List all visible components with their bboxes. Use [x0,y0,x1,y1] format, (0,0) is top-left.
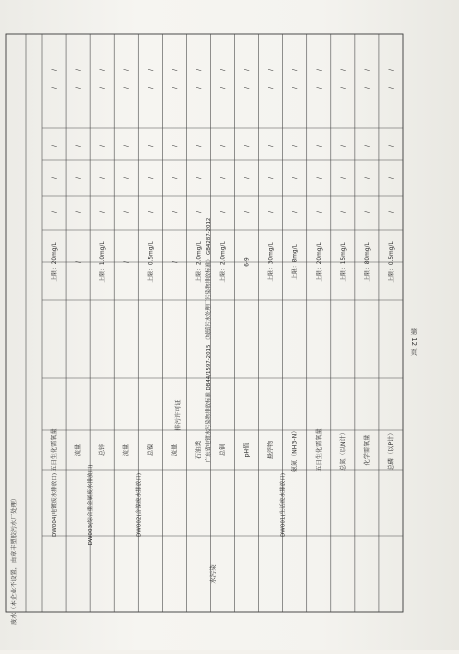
pollutant-name: 总镍 [147,443,155,457]
outlet-label: DW002(含镍废水排放口) [136,472,143,538]
cell-slash: / [291,68,299,72]
outlet-label: DW003(综合重金属废水排放口) [88,464,95,546]
cell-slash: / [363,210,371,214]
cell-slash: / [195,86,203,90]
limit-value: 上限：2.0mg/L [220,241,227,283]
cell-slash: / [219,210,227,214]
cell-slash: / [99,210,107,214]
cell-slash: / [99,86,107,90]
cell-slash: / [339,176,347,180]
cell-slash: / [75,86,83,90]
pollutant-name: 五日生化需氧量 [315,428,323,472]
cell-slash: / [195,144,203,148]
cell-slash: / [171,176,179,180]
limit-value: 上限：8mg/L [292,244,299,280]
limit-value: / [76,261,83,263]
cell-slash: / [99,144,107,148]
limit-value: 上限：80mg/L [364,242,371,282]
cell-slash: / [363,176,371,180]
limit-value: 上限：2.0mg/L [196,241,203,283]
permit-note: 排污许可证 [175,399,182,431]
cell-slash: / [315,86,323,90]
cell-slash: / [387,68,395,72]
cell-slash: / [363,86,371,90]
cell-slash: / [339,210,347,214]
outlet-label: DW004(电镀废水排放口) [52,472,59,538]
cell-slash: / [243,86,251,90]
cell-slash: / [339,86,347,90]
cell-slash: / [75,210,83,214]
limit-value: / [124,261,131,263]
cell-slash: / [267,68,275,72]
limit-value: 上限：1.0mg/L [100,241,107,283]
cell-slash: / [387,210,395,214]
cell-slash: / [243,144,251,148]
pollutant-name: 流量 [75,443,83,457]
cell-slash: / [243,210,251,214]
pollutant-name: 化学需氧量 [363,434,371,466]
cell-slash: / [267,176,275,180]
cell-slash: / [51,68,59,72]
cell-slash: / [123,210,131,214]
pollutant-name: 总铜 [219,443,227,457]
limit-value: 上限：15mg/L [340,242,347,282]
page-number: 第 12 页 [410,328,418,356]
cell-slash: / [267,210,275,214]
cell-slash: / [195,176,203,180]
pollutant-name: 五日生化需氧量 [51,428,59,472]
pollutant-name: 总氮（以N计） [339,429,347,471]
cell-slash: / [123,176,131,180]
cell-slash: / [147,86,155,90]
cell-slash: / [51,210,59,214]
limit-value: 上限：0.5mg/L [388,241,395,283]
cell-slash: / [51,176,59,180]
cell-slash: / [75,176,83,180]
cell-slash: / [339,144,347,148]
outlet-label: DW001(生活废水排放口) [280,472,287,538]
pollutant-name: 流量 [171,443,179,457]
cell-slash: / [363,144,371,148]
cell-slash: / [219,86,227,90]
limit-value: 上限：20mg/L [52,242,59,282]
cell-slash: / [387,86,395,90]
cell-slash: / [123,68,131,72]
cell-slash: / [291,86,299,90]
cell-slash: / [147,68,155,72]
pollutant-name: 氨氮（NH3-N） [291,427,299,473]
cell-slash: / [171,210,179,214]
cell-slash: / [387,144,395,148]
limit-value: 上限：0.5mg/L [148,241,155,283]
cell-slash: / [171,68,179,72]
limit-value: 上限：20mg/L [316,242,323,282]
cell-slash: / [171,86,179,90]
cell-slash: / [315,144,323,148]
pollutant-name: 石油类 [195,440,203,460]
left-vertical-label: 废水（本企业不设置，由章丰塑胶污水厂处理） [11,495,18,625]
cell-slash: / [75,144,83,148]
cell-slash: / [243,68,251,72]
cell-slash: / [219,68,227,72]
cell-slash: / [315,210,323,214]
cell-slash: / [75,68,83,72]
cell-slash: / [51,144,59,148]
limit-value: / [172,261,179,263]
standard-text: 广东省电镀水污染物排放标准 DB44/1597-2015 《城镇污水处理厂污染物排放标准》 GB4287-2012 [206,217,212,463]
cell-slash: / [171,144,179,148]
table-border [6,34,403,612]
cell-slash: / [195,68,203,72]
cell-slash: / [243,176,251,180]
cell-slash: / [123,144,131,148]
cell-slash: / [219,176,227,180]
cell-slash: / [315,176,323,180]
cell-slash: / [339,68,347,72]
cell-slash: / [123,86,131,90]
cell-slash: / [291,144,299,148]
cell-slash: / [291,176,299,180]
cell-slash: / [291,210,299,214]
limit-value: 上限：30mg/L [268,242,275,282]
cell-slash: / [363,68,371,72]
pollutant-name: 悬浮物 [267,440,275,460]
cell-slash: / [147,144,155,148]
cell-slash: / [267,86,275,90]
cell-slash: / [219,144,227,148]
pollutant-name: pH值 [243,442,251,458]
cell-slash: / [387,176,395,180]
limit-value: 6-9 [244,257,251,267]
cell-slash: / [267,144,275,148]
cell-slash: / [51,86,59,90]
cell-slash: / [147,210,155,214]
discharge-category: 水污染 [209,564,217,584]
pollutant-name: 流量 [123,443,131,457]
cell-slash: / [99,68,107,72]
cell-slash: / [315,68,323,72]
cell-slash: / [195,210,203,214]
pollutant-name: 总磷（以P计） [387,429,395,471]
cell-slash: / [99,176,107,180]
pollutant-name: 总锌 [99,443,107,457]
cell-slash: / [147,176,155,180]
